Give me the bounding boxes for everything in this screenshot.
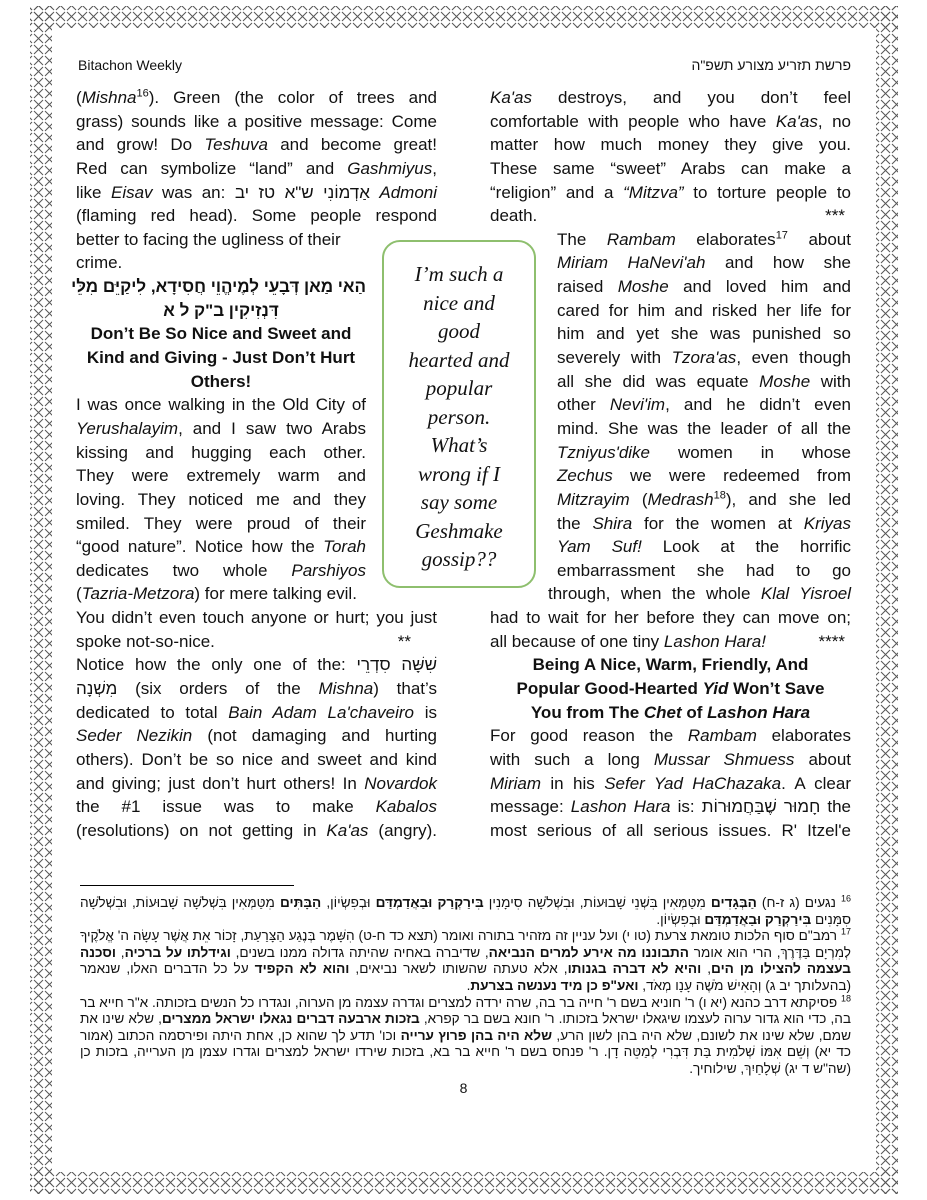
italic-text: Mishna: [81, 88, 137, 107]
text-line: with such a long Mussar Shmuess about: [490, 749, 851, 769]
text-line: matter how much money they give you.: [490, 135, 851, 155]
footnote-17: $^{17}$ רמב"ם סוף הלכות טומאת צרעת (טו י) ועל עניין זה מזהיר בתורה ואומר (תצא כד ח-ט) הִשָּׁמֶר בְּנֶגַע הַצָּרַעַת, זָכוֹר אֵת אֲשֶׁר עָשָׂה ה' אֱלֹקֶיךָ לְמִרְיָם בַּדֶּרֶךְ, הרי הוא אומר התבוננו מה אירע למרים הנביאה, שדיברה באחיה שהיתה גדולה ממנו בשנים, וגידלתו על ברכיה, וסכנה בעצמה להצילו מן הים, והיא לא דברה בגנותו, אלא טעתה שהשותו לשאר נביאים, והוא לא הקפיד על כל הדברים האלו, שנאמר (בהעלותך יב ג) וְהָאִישׁ מֹשֶׁה עָנָו מְאֹד, ואע"פ כן מיד נענשה בצרעת.: [80, 926, 852, 993]
footnotes: [80, 895, 851, 1078]
italic-text: Novardok: [364, 773, 437, 793]
text-line: Yam Suf! Look at the horrific: [557, 537, 851, 557]
text-line: (resolutions) on not getting in Ka'as (angry).: [76, 820, 438, 840]
italic-text: Klal Yisroel: [760, 584, 852, 604]
text-line: (Mishna$^{16}$). Green (the color of trees and: [76, 87, 437, 107]
text-line: and grow! Do Teshuva and become great!: [76, 135, 437, 155]
text-line: kissing and hugging each other.: [76, 442, 366, 462]
text-line: all because of one tiny Lashon Hara!: [490, 631, 766, 651]
text-line: Miriam HaNevi'ah and how she: [557, 253, 851, 273]
text-line: (flaming red head). Some people respond: [76, 206, 437, 226]
bold-text: וסכנה בעצמה להצילו מן הים: [80, 944, 852, 977]
text-line: smiled. They were proud of their: [76, 513, 366, 533]
text-line: comfortable with people who have Ka'as, no: [490, 111, 851, 131]
bold-text: שלא היה בהן פרוץ ערייה: [400, 1027, 553, 1043]
italic-text: Eisav: [110, 182, 153, 202]
text-line: cared for him and risked her life for: [557, 300, 851, 320]
section-separator: ****: [818, 631, 845, 651]
text-line: “religion” and a “Mitzva” to torture people to: [490, 182, 851, 202]
text-line: like Eisav was an: אַדְמוֹנִי ש"א טז יב Admoni: [76, 182, 438, 202]
footnote-ref: 16: [840, 893, 851, 904]
text-line: most serious of all serious issues. R' Itzel'e: [490, 820, 851, 840]
text-line: “good nature”. Notice how the Torah: [76, 537, 366, 557]
text-line: You from The Chet of Lashon Hara: [530, 702, 811, 722]
text-line: Notice how the only one of the: שִׁשָּׁה סִדְרֵי: [76, 655, 437, 675]
italic-text: Parshiyos: [291, 560, 366, 580]
footnote-ref: 16: [136, 87, 149, 100]
right-column: [490, 86, 851, 843]
text-line: him and yet she was punished so: [557, 324, 851, 344]
text-line: message: Lashon Hara is: חָמוּר שֶׁבַּחֲמוּרוֹת the: [490, 797, 851, 817]
bold-text: הַבָּתִּים: [279, 895, 322, 910]
italic-text: Zechus: [557, 466, 613, 486]
page-number: 8: [459, 1080, 468, 1096]
bold-text: בִּירַקְרַק וּבַאֲדַמְדַּם: [704, 911, 812, 927]
italic-text: Yerushalayim: [76, 418, 179, 438]
italic-text: Sefer Yad HaChazaka: [604, 773, 782, 793]
text-line: Red can symbolize “land” and Gashmiyus,: [76, 158, 437, 178]
text-line: Mitzrayim (Medrash$^{18}$), and she led: [557, 489, 852, 509]
italic-text: Kabalos: [375, 797, 437, 817]
text-line: the #1 issue was to make Kabalos: [76, 797, 437, 817]
text-line: Don’t Be So Nice and Sweet and: [90, 324, 352, 344]
text-line: Others!: [190, 371, 252, 391]
italic-text: Moshe: [759, 371, 811, 391]
footnote-ref: 17: [840, 926, 851, 937]
footnote-16: $^{16}$ נגעים (ג ז-ח) הַבְּגָדִים מִטַּמְּאִין בִּשְׁנֵי שָׁבוּעוֹת, וּבִשְׁלֹשָׁה סִימָנִין בִּירַקְרַק וּבַאֲדַמְדַּם וּבְפִשְׂיוֹן, הַבָּתִּים מִטַּמְּאִין בִּשְׁלֹשָׁה שָׁבוּעוֹת, וּבִשְׁלֹשָׁה סִמָּנִים בִּירַקְרַק וּבַאֲדַמְדַּם וּבְפִשְׂיוֹן.: [80, 893, 851, 927]
text-line: others). Don’t be so nice and sweet and kind: [76, 749, 437, 769]
bold-text: ואע"פ כן מיד נענשה בצרעת: [470, 977, 639, 993]
publication-title: Bitachon Weekly: [78, 57, 183, 73]
callout-line: nice and: [423, 290, 495, 315]
text-line: all she did was equate Moshe with: [557, 371, 851, 391]
text-line: They were extremely warm and: [76, 466, 366, 486]
bold-text: התבוננו מה אירע למרים הנביאה: [488, 944, 689, 960]
text-line: I was once walking in the Old City of: [76, 395, 366, 415]
footnote-divider: [80, 885, 294, 886]
text-line: grass) sounds like a positive message: Come: [76, 111, 437, 131]
bold-text: והוא לא הקפיד: [254, 961, 350, 977]
callout-line: good: [438, 319, 480, 343]
text-line: mind. She was the leader of all the: [557, 418, 851, 438]
italic-text: Torah: [323, 537, 366, 557]
text-line: other Nevi'im, and he didn’t even: [557, 395, 851, 415]
text-line: spoke not-so-nice.: [76, 631, 215, 651]
text-line: embarrassment she had to go: [557, 560, 851, 580]
text-line: dedicates two whole Parshiyos: [76, 560, 366, 580]
bold-text: והיא לא דברה בגנותו: [567, 961, 702, 977]
callout-line: hearted and: [408, 347, 510, 372]
italic-text: Chet: [643, 702, 682, 722]
text-line: Ka'as destroys, and you don’t feel: [490, 88, 851, 107]
italic-text: Lashon Hara: [570, 797, 671, 817]
italic-text: Tzora'as: [671, 348, 737, 368]
italic-text: Nevi'im: [609, 395, 666, 415]
italic-text: Admoni: [379, 182, 438, 202]
text-line: דִּנְזִיקִין ב"ק ל א: [163, 300, 279, 320]
text-line: Miriam in his Sefer Yad HaChazaka. A clear: [490, 773, 851, 793]
italic-text: Teshuva: [204, 135, 268, 155]
text-line: dedicated to total Bain Adam La'chaveiro is: [76, 702, 437, 722]
text-line: death.: [490, 206, 538, 226]
callout-line: say some: [420, 490, 498, 514]
callout-line: What’s: [430, 433, 488, 457]
text-line: מִשְׁנָה (six orders of the Mishna) that’s: [76, 679, 437, 699]
text-line: crime.: [76, 253, 123, 273]
bold-text: הַבְּגָדִים: [710, 895, 757, 910]
text-line: through, when the whole Klal Yisroel: [548, 584, 852, 604]
callout-line: Geshmake: [415, 518, 503, 543]
italic-text: Yam Suf!: [557, 537, 642, 557]
pull-quote-callout: [382, 240, 536, 588]
parsha-title: פרשת תזריע מצורע תשפ"ה: [691, 57, 851, 73]
bold-text: וגידלתו על ברכיה: [124, 944, 231, 960]
callout-line: person.: [427, 404, 491, 429]
italic-text: “Mitzva”: [623, 182, 684, 202]
italic-text: Mitzrayim: [557, 489, 630, 509]
italic-text: Shira: [592, 513, 633, 533]
text-line: Being A Nice, Warm, Friendly, And: [532, 655, 809, 675]
italic-text: Ka'as: [326, 820, 369, 840]
text-line: Kind and Giving - Just Don’t Hurt: [86, 348, 356, 368]
footnote-ref: 18: [713, 489, 726, 502]
text-line: had to wait for her before they can move on;: [490, 608, 851, 628]
footnote-18: $^{18}$ פסיקתא דרב כהנא (יא ו) ר' חוניא בשם ר' חייה בר בה, שרה ירדה למצרים וגדרה עצמה מן הערוה, ונגדרו כל הנשים בזכותה. א"ר חייא בר בה, כדי הוא גדור ערוה לעצמו שיגאלו ישראל בזכותו. ר' חונא בשם בר קפרא, בזכות ארבעה דברים נגאלו ישראל ממצרים, שלא שינו את שמם, שלא שינו את לשונם, שלא היה בהן לשון הרע, שלא היה בהן פרוץ ערייה וכו' תדע לך שהוא כן, אחת היתה ופירסמה הכתוב (אמור כד יא) וְשֵׁם אִמּוֹ שְׁלֹמִית בַּת דִּבְרִי לְמַטֵּה דָן. ר' פנחס בשם ר' חייא בר בא, בזכות שירדו ישראל למצרים וגדרו עצמן מן הערייה, בזכות כן (שה"ש ד יג) שְׁלָחַיִךְ, שילוחיך.: [80, 993, 852, 1076]
section-separator: ***: [825, 206, 845, 226]
italic-text: Mussar Shmuess: [653, 749, 795, 769]
bold-text: בִּירַקְרַק וּבַאֲדַמְדַּם: [375, 895, 484, 910]
text-line: Seder Nezikin (not damaging and hurting: [76, 726, 438, 746]
italic-text: Rambam: [687, 726, 757, 746]
italic-text: Medrash: [647, 489, 714, 509]
bold-text: בזכות ארבעה דברים נגאלו ישראל ממצרים: [161, 1011, 420, 1027]
text-line: raised Moshe and loved him and: [557, 277, 851, 297]
italic-text: Ka'as: [775, 111, 818, 131]
italic-text: Gashmiyus: [347, 158, 433, 178]
italic-text: Tzniyus'dike: [557, 442, 651, 462]
italic-text: Lashon Hara!: [663, 631, 766, 651]
italic-text: Ka'as: [490, 88, 532, 107]
text-line: better to facing the ugliness of their: [76, 229, 341, 249]
italic-text: Yid: [702, 679, 729, 699]
text-line: Yerushalayim, and I saw two Arabs: [76, 418, 366, 438]
text-line: (Tazria-Metzora) for mere talking evil.: [76, 584, 357, 604]
italic-text: Rambam: [606, 229, 676, 249]
text-line: Zechus we were redeemed from: [557, 466, 851, 486]
italic-text: Lashon Hara: [707, 702, 811, 722]
section-separator: **: [397, 631, 411, 651]
text-line: הַאי מַאן דְּבָעֵי לְמֶיהֱוֵי חֲסִידָא, לִיקַיֵּם מִלֵּי: [71, 277, 366, 297]
callout-line: popular: [425, 376, 493, 400]
italic-text: Seder Nezikin: [76, 726, 193, 746]
text-line: loving. They noticed me and they: [76, 489, 366, 509]
callout-line: gossip??: [421, 547, 497, 571]
footnote-ref: 17: [775, 229, 788, 242]
italic-text: Tazria-Metzora: [81, 584, 195, 604]
text-line: Popular Good-Hearted Yid Won’t Save: [516, 679, 825, 699]
text-line: These same “sweet” Arabs can make a: [490, 158, 851, 178]
text-line: The Rambam elaborates$^{17}$ about: [557, 229, 851, 249]
footnote-ref: 18: [840, 993, 851, 1004]
text-line: severely with Tzora'as, even though: [557, 348, 852, 368]
text-line: and giving; just don’t hurt others! In Novardok: [76, 773, 437, 793]
italic-text: Mishna: [318, 679, 374, 699]
italic-text: Moshe: [617, 277, 669, 297]
text-line: the Shira for the women at Kriyas: [557, 513, 851, 533]
italic-text: Bain Adam La'chaveiro: [228, 702, 414, 722]
italic-text: Miriam: [490, 773, 541, 793]
callout-line: I’m such a: [414, 262, 504, 286]
text-line: Tzniyus'dike women in whose: [557, 442, 851, 462]
text-line: For good reason the Rambam elaborates: [490, 726, 851, 746]
callout-line: wrong if I: [417, 461, 501, 486]
italic-text: Miriam HaNevi'ah: [557, 253, 706, 273]
text-line: You didn’t even touch anyone or hurt; you just: [76, 608, 437, 628]
italic-text: Kriyas: [803, 513, 851, 533]
